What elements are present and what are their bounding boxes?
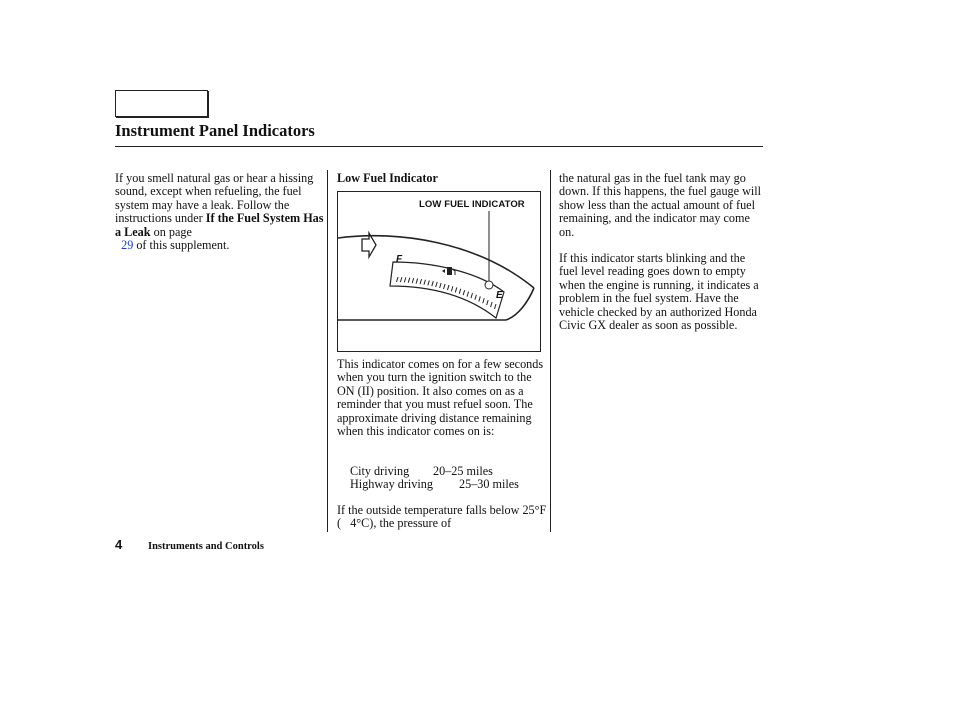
distance-value: 20–25 miles: [433, 464, 493, 478]
gauge-segment: [412, 278, 414, 283]
gauge-segment: [432, 281, 434, 286]
gauge-segment: [495, 304, 497, 309]
distance-row-highway: [350, 478, 550, 491]
low-fuel-lamp-icon: [485, 281, 493, 289]
column-2: [337, 172, 547, 185]
low-fuel-heading: Low Fuel Indicator: [337, 171, 438, 185]
gauge-segment: [491, 302, 493, 307]
leak-paragraph: [115, 172, 325, 252]
gauge-segment: [440, 283, 442, 288]
distance-label: City driving: [350, 464, 410, 478]
column-divider-2: [550, 170, 551, 532]
column-1: [115, 172, 325, 252]
distance-row-city: [350, 465, 550, 478]
gauge-segment: [436, 282, 438, 287]
column-3: [559, 172, 764, 332]
fuel-pump-icon: [442, 267, 455, 275]
gauge-segment: [416, 279, 418, 284]
page-link[interactable]: 29: [121, 238, 134, 253]
dashboard-top-curve: [338, 236, 534, 288]
gauge-full-letter: F: [396, 254, 403, 265]
gauge-empty-letter: E: [496, 290, 503, 301]
page-number: 4: [115, 537, 123, 552]
leak-text-1: If you smell natural gas or hear a hissing sound, except when refueling, the fuel system may have a leak. Follow the instructions under: [115, 171, 314, 226]
fuel-gauge-illustration: [338, 192, 540, 351]
leak-text-3: of this supplement.: [133, 238, 230, 253]
gauge-segment: [428, 280, 430, 285]
gauge-segment: [447, 285, 449, 290]
column-divider-1: [327, 170, 328, 532]
figure-callout-label: LOW FUEL INDICATOR: [419, 199, 525, 210]
title-rule: [115, 146, 763, 147]
gauge-segment: [424, 280, 426, 285]
gauge-segment: [479, 296, 481, 301]
section-tab-box: [115, 90, 208, 117]
turn-signal-arrow-icon: [362, 233, 376, 257]
gauge-segment: [397, 277, 399, 282]
blinking-paragraph: If this indicator starts blinking and the fuel level reading goes down to empty when the engine is running, it indicates a problem in the fuel system. Have the vehicle checked by an authorized Honda Civic GX dealer as soon as possible.: [559, 251, 759, 333]
gauge-segment: [471, 293, 473, 298]
distance-value: 25–30 miles: [459, 477, 519, 492]
gauge-segment: [408, 278, 410, 283]
gauge-segment: [444, 284, 446, 289]
footer-section-title: Instruments and Controls: [148, 541, 264, 552]
gauge-segment: [400, 277, 402, 282]
gauge-segment: [459, 289, 461, 294]
leak-text-2: on page: [150, 224, 192, 239]
gauge-segment: [404, 277, 406, 282]
pressure-paragraph: the natural gas in the fuel tank may go down. If this happens, the fuel gauge will show less than the actual amount of fuel remaining, and the indicator may come on.: [559, 171, 762, 239]
gauge-segment: [463, 290, 465, 295]
gauge-segment: [420, 279, 422, 284]
leak-section-reference: If the Fuel System Has a Leak: [115, 211, 324, 239]
gauge-segment: [475, 295, 477, 300]
fuel-gauge-figure: [337, 191, 541, 352]
page-title: Instrument Panel Indicators: [115, 121, 315, 140]
distance-table: [350, 465, 550, 492]
gauge-segment: [455, 287, 457, 292]
gauge-segment: [467, 292, 469, 297]
indicator-paragraph: This indicator comes on for a few seconds when you turn the ignition switch to the ON (II) position. It also comes on as a reminder that you must refuel soon. The approximate driving distance remaining when this indicator comes on is:: [337, 357, 544, 439]
gauge-segment: [483, 298, 485, 303]
distance-label: Highway driving: [350, 477, 433, 492]
dashboard-right-curve: [506, 288, 534, 320]
gauge-segment: [451, 286, 453, 291]
temperature-paragraph: If the outside temperature falls below 25°F ( 4°C), the pressure of: [337, 503, 547, 531]
gauge-segment: [487, 300, 489, 305]
